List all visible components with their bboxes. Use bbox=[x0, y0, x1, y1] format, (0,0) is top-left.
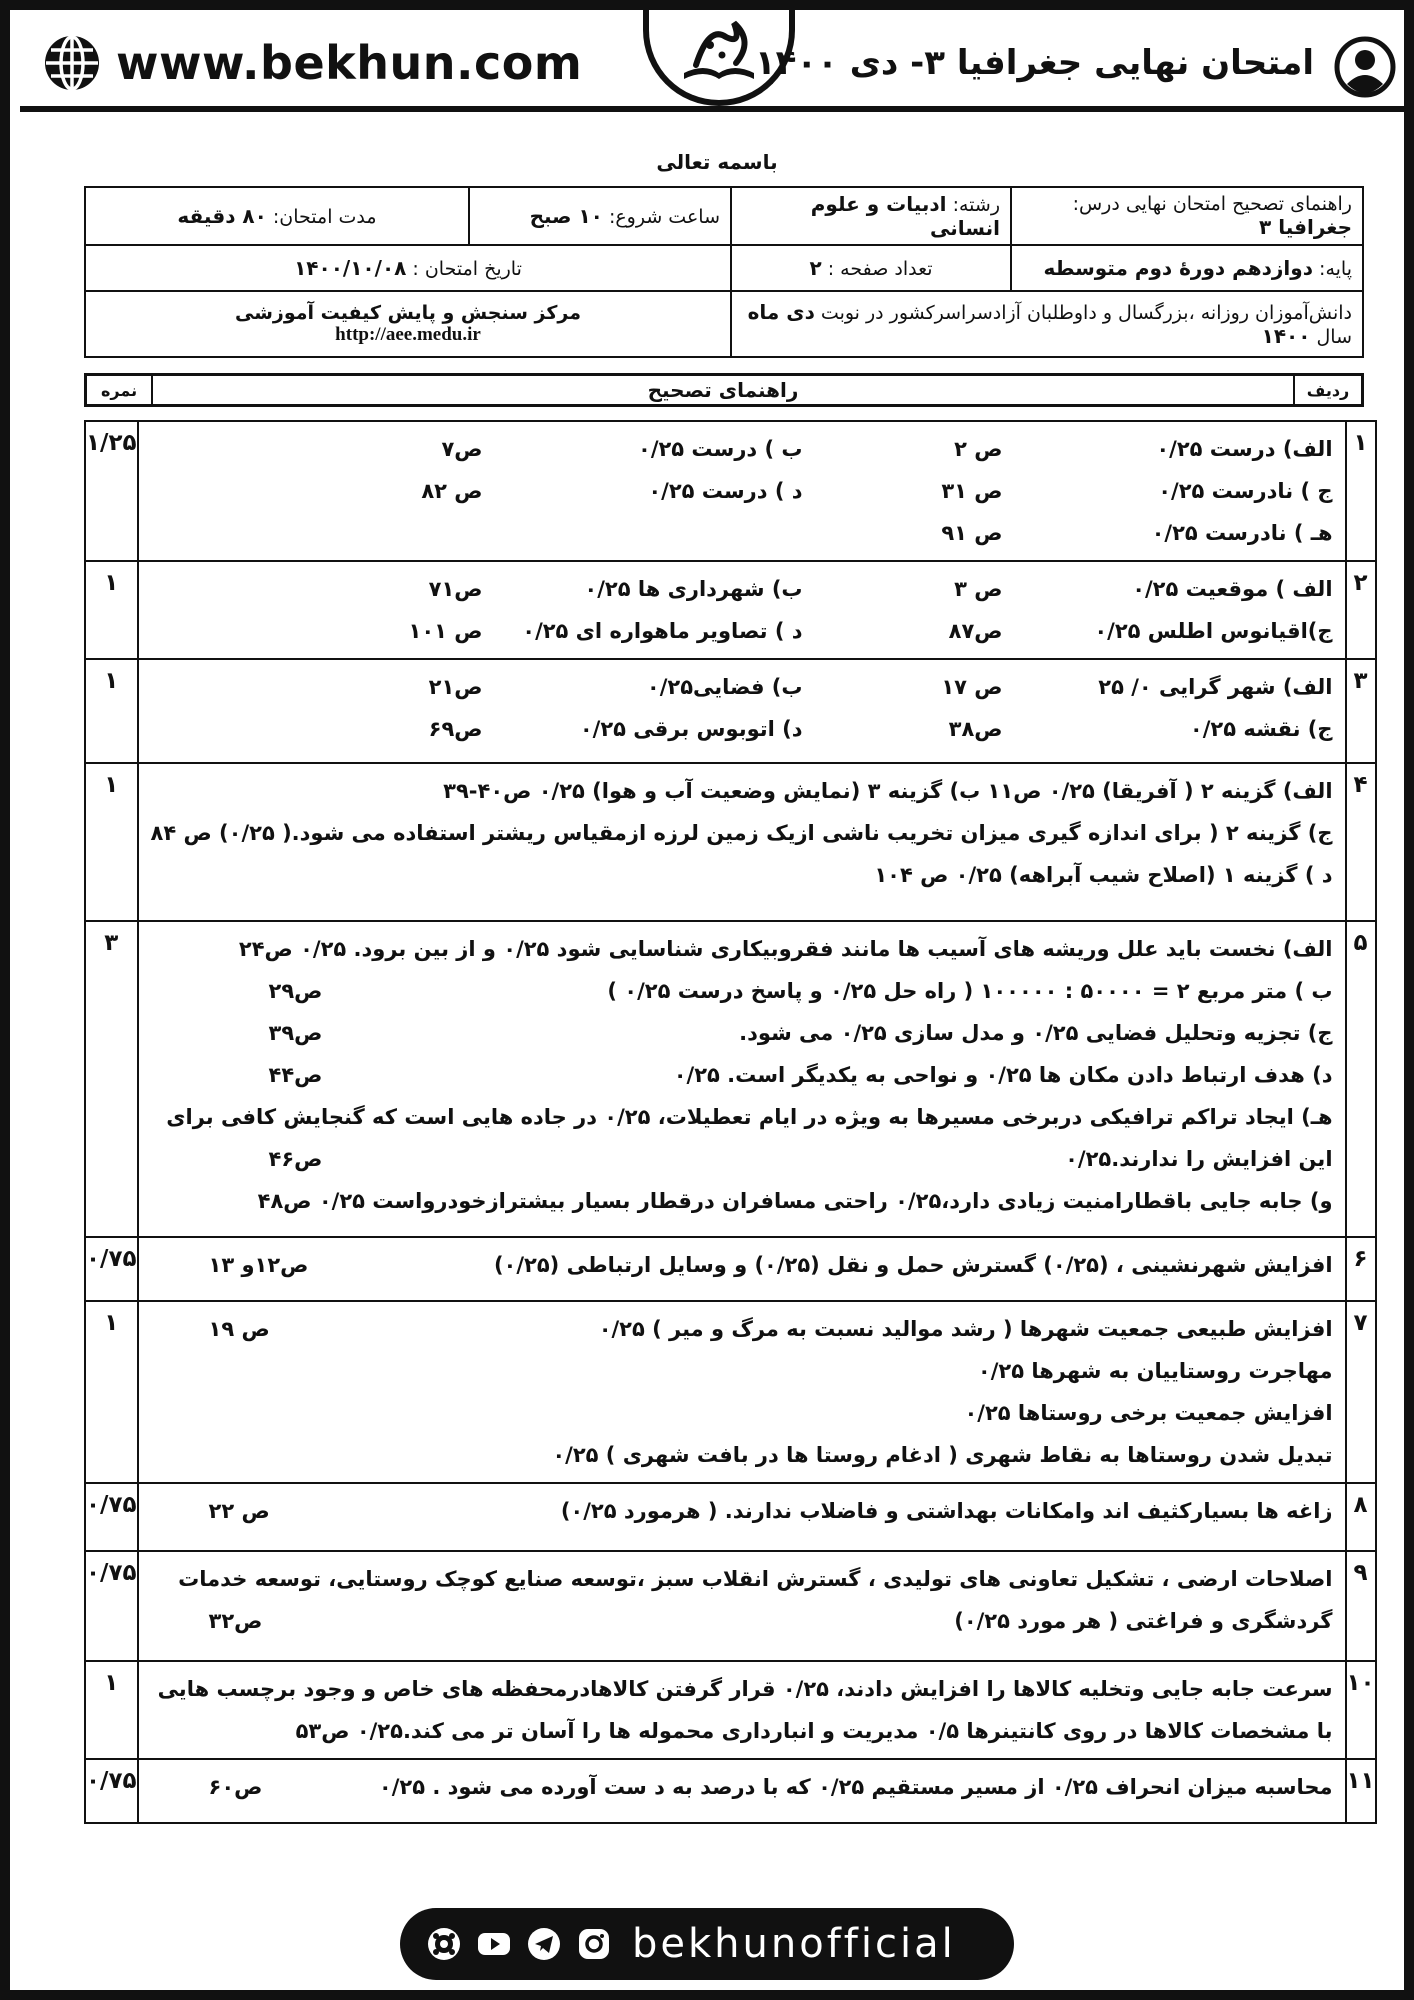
pages-cell: تعداد صفحه : ۲ bbox=[731, 245, 1011, 291]
course-cell: راهنمای تصحیح امتحان نهایی درس: جغرافیا ۳ bbox=[1011, 187, 1363, 245]
user-avatar-icon[interactable] bbox=[1334, 36, 1396, 98]
answer-line bbox=[151, 1710, 1333, 1752]
answer-line bbox=[151, 770, 1333, 812]
answer-row bbox=[85, 763, 1376, 921]
row-number: ۸ bbox=[1346, 1483, 1376, 1551]
page-ref: ص۳۲ bbox=[208, 1609, 263, 1633]
row-number: ۵ bbox=[1346, 921, 1376, 1237]
answer-text: الف) درست ۰/۲۵ bbox=[1156, 437, 1333, 461]
answer-row bbox=[85, 421, 1376, 561]
answer-row bbox=[85, 921, 1376, 1237]
answer-text: و) جابه جایی باقطارامنیت زیادی دارد،۰/۲۵ راحتی مسافران درقطار بسیار بیشترازخودرواست ۰/۲۵ ص۴۸ bbox=[257, 1189, 1333, 1213]
row-score: ۱/۲۵ bbox=[85, 421, 138, 561]
answer-text: افزایش شهرنشینی ، (۰/۲۵) گسترش حمل و نقل (۰/۲۵) و وسایل ارتباطی (۰/۲۵) bbox=[493, 1253, 1333, 1277]
score-header: نمره bbox=[87, 376, 153, 404]
answer-line bbox=[151, 708, 1333, 750]
answer-cell bbox=[138, 561, 1346, 659]
answer-line bbox=[151, 1766, 1333, 1808]
answer-line bbox=[151, 1434, 1333, 1476]
page-ref: ص۷ bbox=[441, 437, 483, 461]
row-score: ۰/۷۵ bbox=[85, 1551, 138, 1661]
answer-row bbox=[85, 1301, 1376, 1483]
page-ref: ص ۱۹ bbox=[208, 1317, 270, 1341]
answer-text: الف) شهر گرایی ۰/ ۲۵ bbox=[1098, 675, 1333, 699]
answer-line bbox=[151, 1350, 1333, 1392]
answer-cell bbox=[138, 1551, 1346, 1661]
answer-cell bbox=[138, 1301, 1346, 1483]
page-ref: ص۲۹ bbox=[268, 979, 323, 1003]
answer-text: تبدیل شدن روستاها به نقاط شهری ( ادغام روستا ها در بافت شهری ) ۰/۲۵ bbox=[552, 1443, 1333, 1467]
answer-text: ب) فضایی۰/۲۵ bbox=[646, 675, 803, 699]
globe-icon bbox=[42, 33, 102, 93]
answer-line bbox=[151, 1308, 1333, 1350]
answer-cell bbox=[138, 1237, 1346, 1301]
grade-cell: پایه: دوازدهم دورهٔ دوم متوسطه bbox=[1011, 245, 1363, 291]
answer-row bbox=[85, 561, 1376, 659]
answer-line bbox=[151, 812, 1333, 854]
page-ref: ص۴۴ bbox=[268, 1063, 323, 1087]
answer-cell bbox=[138, 763, 1346, 921]
answer-text: ج) تجزیه وتحلیل فضایی ۰/۲۵ و مدل سازی ۰/۲۵ می شود. bbox=[739, 1021, 1333, 1045]
page-ref: ص۴۶ bbox=[268, 1147, 323, 1171]
answer-row bbox=[85, 1661, 1376, 1759]
answer-table-header bbox=[84, 373, 1364, 407]
page-ref: ص۱۲و ۱۳ bbox=[208, 1253, 309, 1277]
bismillah-heading: باسمه تعالی bbox=[656, 150, 778, 174]
row-score: ۰/۷۵ bbox=[85, 1759, 138, 1823]
answer-cell bbox=[138, 659, 1346, 763]
center-name: مرکز سنجش و پایش کیفیت آموزشی bbox=[235, 302, 581, 324]
page-ref: ص ۲ bbox=[954, 437, 1003, 461]
answer-text: د ) گزینه ۱ (اصلاح شیب آبراهه) ۰/۲۵ ص ۱۰۴ bbox=[874, 863, 1333, 887]
page-ref: ص۶۹ bbox=[428, 717, 483, 741]
answer-text: مهاجرت روستاییان به شهرها ۰/۲۵ bbox=[977, 1359, 1333, 1383]
answer-row bbox=[85, 1237, 1376, 1301]
guide-header: راهنمای تصحیح bbox=[647, 378, 799, 402]
answer-text: ب ) درست ۰/۲۵ bbox=[638, 437, 803, 461]
answer-text: ج) گزینه ۲ ( برای اندازه گیری میزان تخریب ناشی ازیک زمین لرزه ازمقیاس ریشتر استفاده می شود.( ۰/۲۵) ص ۸۴ bbox=[150, 821, 1333, 845]
answer-text: با مشخصات کالاها در روی کانتینرها ۰/۵ مدیریت و انبارداری محموله ها را آسان تر می کند.۰/۲۵ ص۵۳ bbox=[295, 1719, 1333, 1743]
page-ref: ص ۱۰۱ bbox=[408, 619, 483, 643]
page-ref: ص۸۷ bbox=[948, 619, 1003, 643]
answer-content bbox=[139, 1552, 1345, 1648]
answer-cell bbox=[138, 921, 1346, 1237]
answer-content bbox=[139, 422, 1345, 560]
answer-content bbox=[139, 922, 1345, 1228]
answer-cell bbox=[138, 421, 1346, 561]
answer-row bbox=[85, 1483, 1376, 1551]
row-score: ۱ bbox=[85, 1661, 138, 1759]
date-cell: تاریخ امتحان : ۱۴۰۰/۱۰/۰۸ bbox=[85, 245, 731, 291]
answer-text: الف) گزینه ۲ ( آفریقا) ۰/۲۵ ص۱۱ ب) گزینه ۳ (نمایش وضعیت آب و هوا) ۰/۲۵ ص۴۰-۳۹ bbox=[443, 779, 1333, 803]
answer-text: افزایش طبیعی جمعیت شهرها ( رشد موالید نسبت به مرگ و میر ) ۰/۲۵ bbox=[598, 1317, 1333, 1341]
center-cell bbox=[85, 291, 731, 357]
row-score: ۱ bbox=[85, 763, 138, 921]
site-link[interactable] bbox=[42, 32, 582, 94]
answer-text: محاسبه میزان انحراف ۰/۲۵ از مسیر مستقیم ۰/۲۵ که با درصد به د ست آورده می شود . ۰/۲۵ bbox=[378, 1775, 1333, 1799]
answer-row bbox=[85, 1551, 1376, 1661]
answer-text: د ) درست ۰/۲۵ bbox=[648, 479, 803, 503]
page-header bbox=[20, 20, 1414, 112]
page-ref: ص ۸۲ bbox=[421, 479, 483, 503]
instagram-icon[interactable] bbox=[576, 1926, 612, 1962]
row-number: ۹ bbox=[1346, 1551, 1376, 1661]
answer-text: اصلاحات ارضی ، تشکیل تعاونی های تولیدی ، گسترش انقلاب سبز ،توسعه صنایع کوچک روستایی، توسعه خدمات bbox=[178, 1567, 1333, 1591]
row-score: ۰/۷۵ bbox=[85, 1237, 138, 1301]
answer-table bbox=[84, 420, 1377, 1824]
page-ref: ص۷۱ bbox=[428, 577, 483, 601]
start-time-cell: ساعت شروع: ۱۰ صبح bbox=[469, 187, 731, 245]
answer-text: د) هدف ارتباط دادن مکان ها ۰/۲۵ و نواحی به یکدیگر است. ۰/۲۵ bbox=[673, 1063, 1333, 1087]
youtube-icon[interactable] bbox=[476, 1926, 512, 1962]
answer-text: افزایش جمعیت برخی روستاها ۰/۲۵ bbox=[964, 1401, 1333, 1425]
answer-content bbox=[139, 1238, 1345, 1292]
answer-line bbox=[151, 1244, 1333, 1286]
page-ref: ص ۱۷ bbox=[941, 675, 1003, 699]
answer-line bbox=[151, 666, 1333, 708]
answer-line bbox=[151, 1012, 1333, 1054]
answer-line bbox=[151, 470, 1333, 512]
row-score: ۰/۷۵ bbox=[85, 1483, 138, 1551]
answer-content bbox=[139, 1662, 1345, 1758]
answer-line bbox=[151, 610, 1333, 652]
page-ref: ص ۲۲ bbox=[208, 1499, 270, 1523]
exam-info-table bbox=[84, 186, 1364, 358]
page-ref: ص۳۸ bbox=[948, 717, 1003, 741]
answer-line bbox=[151, 568, 1333, 610]
page-ref: ص ۳۱ bbox=[941, 479, 1003, 503]
answer-line bbox=[151, 854, 1333, 896]
page-ref: ص ۳ bbox=[954, 577, 1003, 601]
social-handle[interactable]: bekhunofficial bbox=[632, 1921, 956, 1967]
answer-text: ب ) متر مربع ۲ = ۵۰۰۰۰ : ۱۰۰۰۰۰ ( راه حل ۰/۲۵ و پاسخ درست ۰/۲۵ ) bbox=[607, 979, 1333, 1003]
answer-row bbox=[85, 1759, 1376, 1823]
row-number: ۶ bbox=[1346, 1237, 1376, 1301]
answer-line bbox=[151, 1392, 1333, 1434]
answer-line bbox=[151, 928, 1333, 970]
answer-cell bbox=[138, 1661, 1346, 1759]
answer-content bbox=[139, 764, 1345, 902]
answer-content bbox=[139, 660, 1345, 756]
duration-cell: مدت امتحان: ۸۰ دقیقه bbox=[85, 187, 469, 245]
page-ref: ص ۹۱ bbox=[941, 521, 1003, 545]
row-score: ۱ bbox=[85, 1301, 138, 1483]
row-score: ۱ bbox=[85, 659, 138, 763]
row-score: ۱ bbox=[85, 561, 138, 659]
answer-content bbox=[139, 1484, 1345, 1538]
answer-text: ج) نقشه ۰/۲۵ bbox=[1189, 717, 1333, 741]
telegram-icon[interactable] bbox=[526, 1926, 562, 1962]
row-number: ۲ bbox=[1346, 561, 1376, 659]
answer-line bbox=[151, 1600, 1333, 1642]
answer-content bbox=[139, 1760, 1345, 1814]
answer-text: هـ) ایجاد تراکم ترافیکی دربرخی مسیرها به ویژه در ایام تعطیلات، ۰/۲۵ در جاده هایی است که گنجایش کافی برای bbox=[166, 1105, 1333, 1129]
field-cell: رشته: ادبیات و علوم انسانی bbox=[731, 187, 1011, 245]
answer-cell bbox=[138, 1759, 1346, 1823]
answer-text: سرعت جابه جایی وتخلیه کالاها را افزایش دادند، ۰/۲۵ قرار گرفتن کالاهادرمحفظه های خاص و وجود برچسب هایی bbox=[157, 1677, 1333, 1701]
answer-line bbox=[151, 428, 1333, 470]
answer-line bbox=[151, 970, 1333, 1012]
answer-content bbox=[139, 562, 1345, 658]
answer-text: ج)اقیانوس اطلس ۰/۲۵ bbox=[1094, 619, 1333, 643]
answer-text: گردشگری و فراغتی ( هر مورد ۰/۲۵) bbox=[954, 1609, 1333, 1633]
answer-text: د) اتوبوس برقی ۰/۲۵ bbox=[579, 717, 803, 741]
row-number: ۳ bbox=[1346, 659, 1376, 763]
page-ref: ص۳۹ bbox=[268, 1021, 323, 1045]
exam-title: امتحان نهایی جغرافیا ۳- دی ۱۴۰۰ bbox=[754, 43, 1314, 83]
answer-text: هـ ) نادرست ۰/۲۵ bbox=[1151, 521, 1333, 545]
row-number: ۷ bbox=[1346, 1301, 1376, 1483]
answer-line bbox=[151, 1558, 1333, 1600]
answer-line bbox=[151, 1138, 1333, 1180]
answer-text: الف) نخست باید علل وریشه های آسیب ها مانند فقروبیکاری شناسایی شود ۰/۲۵ و از بین برود. ۰/۲۵ ص۲۴ bbox=[238, 937, 1333, 961]
answer-line bbox=[151, 1668, 1333, 1710]
answer-line bbox=[151, 1054, 1333, 1096]
answer-text: ب) شهرداری ها ۰/۲۵ bbox=[584, 577, 803, 601]
row-number: ۱۰ bbox=[1346, 1661, 1376, 1759]
answer-row bbox=[85, 659, 1376, 763]
row-score: ۳ bbox=[85, 921, 138, 1237]
answer-line bbox=[151, 1180, 1333, 1222]
answer-text: ج ) نادرست ۰/۲۵ bbox=[1158, 479, 1333, 503]
site-url[interactable]: www.bekhun.com bbox=[116, 36, 583, 90]
row-number: ۱ bbox=[1346, 421, 1376, 561]
answer-text: زاغه ها بسیارکثیف اند وامکانات بهداشتی و فاضلاب ندارند. ( هرمورد ۰/۲۵) bbox=[560, 1499, 1333, 1523]
answer-line bbox=[151, 1490, 1333, 1532]
center-url[interactable]: http://aee.medu.ir bbox=[335, 324, 481, 345]
page-ref: ص۲۱ bbox=[428, 675, 483, 699]
answer-content bbox=[139, 1302, 1345, 1482]
answer-text: د ) تصاویر ماهواره ای ۰/۲۵ bbox=[522, 619, 803, 643]
camera-icon[interactable] bbox=[426, 1926, 462, 1962]
answer-text: الف ) موقعیت ۰/۲۵ bbox=[1132, 577, 1333, 601]
social-footer bbox=[400, 1908, 1014, 1980]
students-cell: دانش‌آموزان روزانه ،بزرگسال و داوطلبان آزادسراسرکشور در نوبت دی ماه سال ۱۴۰۰ bbox=[731, 291, 1363, 357]
row-number: ۴ bbox=[1346, 763, 1376, 921]
answer-line bbox=[151, 512, 1333, 554]
page-ref: ص۶۰ bbox=[208, 1775, 263, 1799]
row-number: ۱۱ bbox=[1346, 1759, 1376, 1823]
answer-line bbox=[151, 1096, 1333, 1138]
row-header: ردیف bbox=[1293, 376, 1361, 404]
answer-text: این افزایش را ندارند.۰/۲۵ bbox=[1065, 1147, 1333, 1171]
answer-cell bbox=[138, 1483, 1346, 1551]
